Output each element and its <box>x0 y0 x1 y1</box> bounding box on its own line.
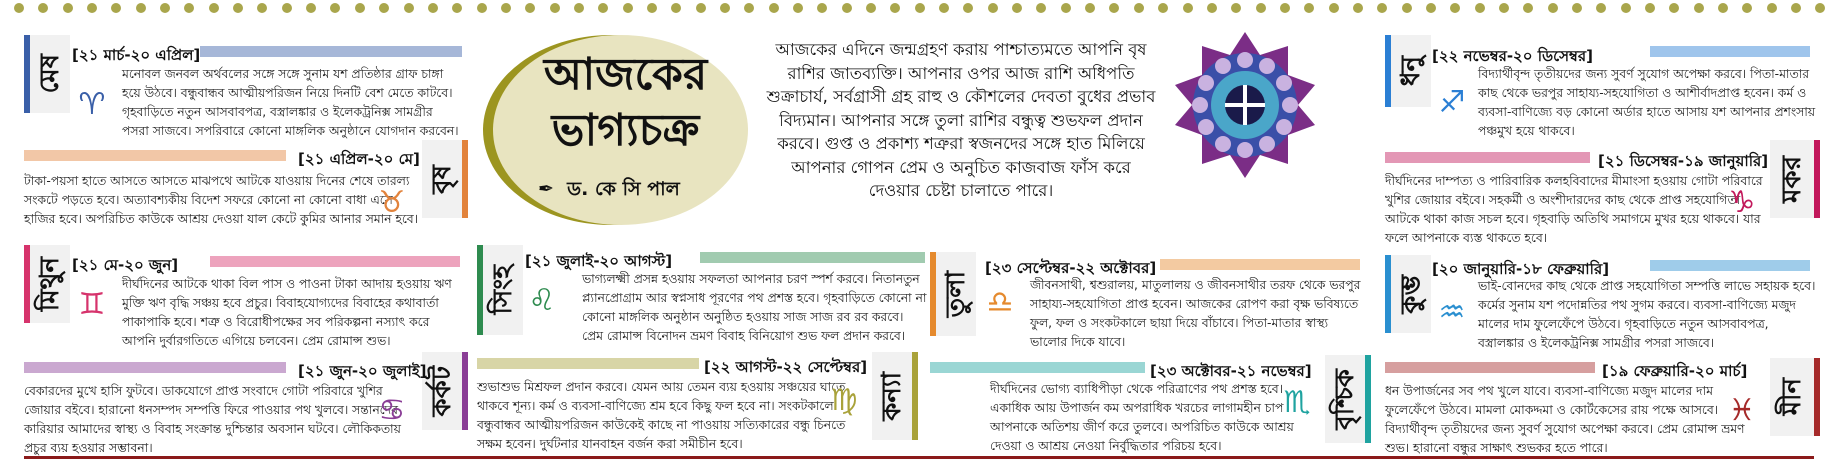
border-dot <box>769 3 779 13</box>
zodiac-dhanu-icon: ♐ <box>1438 84 1466 120</box>
sign-date-range: [২১ এপ্রিল-২০ মে] <box>298 150 420 168</box>
sign-forecast-text: ধন উপার্জনের সব পথ খুলে যাবে। ব্যবসা-বাণিজ্যে মজুদ মালের দাম ফুলেফেঁপে উঠবে। মামলা মোকদ্দমা ও কোর্টকেসের রায় পক্ষে আসবে। বিদ্যার্থীবৃন্দ তৃতীয়দের জন্য সুবর্ণ সুযোগ অপেক্ষা করবে। প্রেম রোমান্স ভ্রমণ শুভ। হারানো বন্ধুর সাক্ষাৎ শুভকর হতে পারে। <box>1385 384 1745 455</box>
border-dot <box>1475 3 1485 13</box>
border-dot <box>404 3 414 13</box>
sign-name: তুলা <box>941 270 971 318</box>
border-dot <box>1450 3 1460 13</box>
top-dotted-border <box>14 3 1826 15</box>
sign-forecast-text: দীর্ঘদিনের ভোগ্য ব্যাধিপীড়া থেকে পরিত্রাণের পথ প্রশস্ত হবে। একাধিক আয় উপার্জন কম অপরাধিক খরচের লাগামহীন চাপ আপনাকে অতিশয় জীর্ণ করে তুলবে। অপরিচিত কাউকে আশ্রয় দেওয়া ও আশ্রয় নেওয়া নির্বুদ্ধিতার পরিচয় হবে। <box>990 382 1294 453</box>
border-dot <box>1280 3 1290 13</box>
sign-name-tab <box>872 352 918 440</box>
sign-name: মকর <box>1777 155 1807 203</box>
border-dot <box>282 3 292 13</box>
header-color-bar <box>1160 259 1360 270</box>
border-dot <box>550 3 560 13</box>
border-dot <box>720 3 730 13</box>
border-dot <box>1742 3 1752 13</box>
header-color-bar <box>930 362 1145 373</box>
border-dot <box>1815 3 1825 13</box>
border-dot <box>63 3 73 13</box>
border-dot <box>1621 3 1631 13</box>
header-color-bar <box>24 362 286 373</box>
border-dot <box>817 3 827 13</box>
sign-forecast-text: টাকা-পয়সা হাতে আসতে আসতে মাঝপথে আটকে যাওয়ায় দিনের শেষে তারল্য সংকটে পড়তে হবে। অত্যাবশ্যকীয় বিদেশ সফরে কোনো না কোনো বাধা এসে হাজির হবে। অপরিচিত কাউকে আশ্রয় দেওয়া যাল কেটে কুমির আনার সমান হবে। <box>24 174 419 226</box>
border-dot <box>1767 3 1777 13</box>
border-dot <box>1183 3 1193 13</box>
zodiac-singha-icon: ♌ <box>528 282 556 318</box>
title-block <box>493 35 748 225</box>
sign-forecast-text: ভাগ্যলক্ষ্মী প্রসন্ন হওয়ায় সফলতা আপনার চরণ স্পর্শ করবে। নিতানতুন প্ল্যানপ্রোগ্রাম আর স্বপ্নসাধ পূরণের পথ প্রশস্ত হবে। গৃহবাড়িতে কোনো না কোনো মাঙ্গলিক অনুষ্ঠান অনুষ্ঠিত হওয়ায় সাজ সাজ রব রব করবে। প্রেম রোমান্স বিনোদন ভ্রমণ বিবাহ বিনিয়োগ শুভ ফল প্রদান করবে। <box>582 272 927 343</box>
title-line-1: আজকের <box>543 49 708 100</box>
sign-name-tab <box>1325 355 1371 443</box>
sign-date-range: [২২ নভেম্বর-২০ ডিসেম্বর] <box>1432 47 1593 65</box>
header-color-bar <box>1650 46 1810 57</box>
sign-date-range: [২১ জুলাই-২০ আগস্ট] <box>525 252 673 270</box>
border-dot <box>257 3 267 13</box>
sign-name-tab <box>930 252 976 336</box>
sign-name-tab <box>422 352 468 430</box>
border-dot <box>988 3 998 13</box>
border-dot <box>1572 3 1582 13</box>
border-dot <box>501 3 511 13</box>
border-dot <box>1329 3 1339 13</box>
sign-name-tab <box>1385 35 1431 107</box>
border-dot <box>1645 3 1655 13</box>
border-dot <box>1304 3 1314 13</box>
sign-name: ধনু <box>1396 55 1426 87</box>
border-dot <box>1718 3 1728 13</box>
sign-name: মিথুন <box>35 256 65 312</box>
border-dot <box>1694 3 1704 13</box>
sign-name: মেষ <box>35 54 65 94</box>
zodiac-mithun-icon: ♊ <box>78 286 106 322</box>
intro-paragraph: আজকের এদিনে জন্মগ্রহণ করায় পাশ্চাত্যমতে আপনি বৃষ রাশির জাতব্যক্তি। আপনার ওপর আজ রাশি অধিপতি শুক্রাচার্য, সর্বগ্রাসী গ্রহ রাহু ও কৌশলের দেবতা বুধের প্রভাব বিদ্যমান। আপনার সঙ্গে তুলা রাশির বন্ধুত্ব শুভফল প্রদান করবে। গুপ্ত ও প্রকাশ্য শত্রুরা স্বজনদের সঙ্গে হাত মিলিয়ে আপনার গোপন প্রেম ও অনুচিত কাজবাজ ফাঁস করে দেওয়ার চেষ্টা চালাতে পারে। <box>766 40 1156 200</box>
border-dot <box>525 3 535 13</box>
border-dot <box>1791 3 1801 13</box>
page-title <box>513 47 738 159</box>
sign-name: কর্কট <box>427 365 457 417</box>
sign-forecast-text: মনোবল জনবল অর্থবলের সঙ্গে সঙ্গে সুনাম যশ প্রতিষ্ঠার গ্রাফ চাঙ্গা হয়ে উঠবে। বন্ধুবান্ধব আত্মীয়পরিজন নিয়ে দিনটি বেশ মেতে কাটবে। গৃহবাড়িতে নতুন আসবাবপত্র, বস্ত্রালঙ্কার ও ইলেকট্রনিক্স সামগ্রীর পসরা সাজবে। সপরিবারে কোনো মাঙ্গলিক অনুষ্ঠানে যোগদান করবেন। <box>122 67 459 138</box>
border-dot <box>306 3 316 13</box>
border-dot <box>38 3 48 13</box>
zodiac-mesh-icon: ♈ <box>78 86 106 122</box>
border-dot <box>939 3 949 13</box>
zodiac-meen-icon: ♓ <box>1728 392 1756 428</box>
header-color-bar <box>700 252 925 263</box>
sign-date-range: [২১ ডিসেম্বর-১৯ জানুয়ারি] <box>1598 152 1769 170</box>
border-dot <box>793 3 803 13</box>
border-dot <box>330 3 340 13</box>
header-color-bar <box>210 256 460 267</box>
bottom-rule <box>24 456 1814 459</box>
border-dot <box>1134 3 1144 13</box>
border-dot <box>111 3 121 13</box>
border-dot <box>1499 3 1509 13</box>
border-dot <box>623 3 633 13</box>
zodiac-karkat-icon: ♋ <box>378 392 406 428</box>
header-color-bar <box>1650 260 1810 271</box>
border-dot <box>1353 3 1363 13</box>
sign-name-tab <box>1770 358 1820 436</box>
zodiac-tula-icon: ♎ <box>986 284 1014 320</box>
sign-date-range: [২১ মার্চ-২০ এপ্রিল] <box>72 46 201 64</box>
border-dot <box>1207 3 1217 13</box>
sign-forecast-text: ভাই-বোনদের কাছ থেকে প্রাপ্ত সহযোগিতা সম্পত্তি লাভে সহায়ক হবে। কর্মের সুনাম যশ পদোন্নতির পথ সুগম করবে। ব্যবসা-বাণিজ্যে মজুদ মালের দাম ফুলেফেঁপে উঠবে। গৃহবাড়িতে নতুন আসবাবপত্র, বস্ত্রালঙ্কার ও ইলেকট্রনিক্স সামগ্রীর পসরা সাজবে। <box>1478 279 1816 350</box>
sign-forecast-text: দীর্ঘদিনের আটকে থাকা বিল পাস ও পাওনা টাকা আদায় হওয়ায় ঋণ মুক্তি ঋণ বৃদ্ধি সঞ্চয় হবে প্রচুর। বিবাহযোগ্যদের বিবাহের কথাবার্তা পাকাপাকি হবে। শত্রু ও বিরোধীপক্ষের সব পরিকল্পনা নস্যাৎ করে আপনি দুর্বারগতিতে এগিয়ে চলবেন। প্রেম রোমান্স শুভ। <box>122 277 452 348</box>
border-dot <box>14 3 24 13</box>
border-dot <box>1231 3 1241 13</box>
header-color-bar <box>200 46 462 57</box>
author-byline <box>538 175 680 207</box>
zodiac-kanya-icon: ♍ <box>830 382 858 418</box>
border-dot <box>866 3 876 13</box>
border-dot <box>598 3 608 13</box>
sign-name: সিংহ <box>488 265 518 315</box>
sign-name-tab <box>422 140 468 218</box>
border-dot <box>184 3 194 13</box>
sign-date-range: [২৩ অক্টোবর-২১ নভেম্বর] <box>1150 362 1312 380</box>
zodiac-wheel-icon <box>1170 30 1320 180</box>
border-dot <box>1548 3 1558 13</box>
sign-date-range: [২১ মে-২০ জুন] <box>72 256 179 274</box>
sign-forecast-text: দীর্ঘদিনের দাম্পত্য ও পারিবারিক কলহবিবাদের মীমাংসা হওয়ায় গোটা পরিবারে খুশির জোয়ার বইবে। সহকর্মী ও অংশীদারদের কাছ থেকে প্রাপ্ত সহযোগিতা আটকে থাকা কাজ সচল হবে। গৃহবাড়ি অতিথি সমাগমে মুখর হয়ে থাকবে। যার ফলে আপনাকে ব্যস্ত থাকতে হবে। <box>1385 174 1763 245</box>
sign-forecast-text: জীবনসাথী, শ্বশুরালয়, মাতুলালয় ও জীবনসাথীর তরফ থেকে ভরপুর সাহায্য-সহযোগিতা প্রাপ্ত হবেন। আজকের রোপণ করা বৃক্ষ ভবিষ্যতে ফুল, ফল ও সংকটকালে ছায়া দিয়ে বাঁচাবে। পিতা-মাতার স্বাস্থ্য ভালোর দিকে যাবে। <box>1030 278 1361 349</box>
border-dot <box>915 3 925 13</box>
sign-name-tab <box>1770 140 1820 218</box>
border-dot <box>136 3 146 13</box>
title-line-2: ভাগ্যচক্র <box>551 105 700 156</box>
sign-date-range: [২১ জুন-২০ জুলাই] <box>298 362 427 380</box>
sign-name: বৃশ্চিক <box>1330 368 1360 430</box>
sign-name-tab <box>1385 255 1431 333</box>
sign-date-range: [২৩ সেপ্টেম্বর-২২ অক্টোবর] <box>985 259 1157 277</box>
border-dot <box>963 3 973 13</box>
border-dot <box>1256 3 1266 13</box>
border-dot <box>1109 3 1119 13</box>
header-color-bar <box>1385 152 1590 163</box>
border-dot <box>1596 3 1606 13</box>
border-dot <box>209 3 219 13</box>
sign-forecast-text: বিদ্যার্থীবৃন্দ তৃতীয়দের জন্য সুবর্ণ সুযোগ অপেক্ষা করবে। পিতা-মাতার কাছ থেকে ভরপুর সাহায্য-সহযোগিতা ও আশীর্বাদপ্রাপ্ত হবেন। কর্ম ও ব্যবসা-বাণিজ্যে বড় কোনো অর্ডার হাতে আসায় যশ আপনার প্রশংসায় পঞ্চমুখ হয়ে থাকবে। <box>1478 67 1816 138</box>
sign-name: কন্যা <box>877 371 907 421</box>
border-dot <box>1669 3 1679 13</box>
border-dot <box>842 3 852 13</box>
sign-date-range: [১৯ ফেব্রুয়ারি-২০ মার্চ] <box>1602 362 1748 380</box>
border-dot <box>87 3 97 13</box>
border-dot <box>477 3 487 13</box>
border-dot <box>1061 3 1071 13</box>
header-color-bar <box>1385 362 1595 373</box>
border-dot <box>1426 3 1436 13</box>
sign-date-range: [২২ আগস্ট-২২ সেপ্টেম্বর] <box>704 358 868 376</box>
author-name: ড. কে সি পাল <box>567 178 680 200</box>
zodiac-brisha-icon: ♉ <box>378 184 406 220</box>
border-dot <box>160 3 170 13</box>
border-dot <box>1012 3 1022 13</box>
sign-forecast-text: শুভাশুভ মিশ্রফল প্রদান করবে। যেমন আয় তেমন ব্যয় হওয়ায় সঞ্চয়ের ঘাতে থাকবে শূন্য। কর্ম ও ব্যবসা-বাণিজ্যে শ্রম হবে কিছু ফল হবে না। সংকটকালে বন্ধুবান্ধব আত্মীয়পরিজন কাউকেই কাছে না পাওয়ায় সত্যিকারের বন্ধু চিনতে সক্ষম হবেন। দুর্ঘটনার যানবাহন বর্জন করা সমীচীন হবে। <box>477 380 846 451</box>
zodiac-brishchik-icon: ♏ <box>1283 384 1311 420</box>
border-dot <box>1158 3 1168 13</box>
border-dot <box>890 3 900 13</box>
sign-name-tab <box>24 35 70 113</box>
border-dot <box>1523 3 1533 13</box>
border-dot <box>574 3 584 13</box>
border-dot <box>1085 3 1095 13</box>
border-dot <box>428 3 438 13</box>
border-dot <box>452 3 462 13</box>
sign-name: বৃষ <box>427 164 457 194</box>
border-dot <box>1036 3 1046 13</box>
border-dot <box>355 3 365 13</box>
sign-name-tab <box>24 245 70 323</box>
border-dot <box>233 3 243 13</box>
zodiac-kumbha-icon: ♒ <box>1438 294 1466 330</box>
border-dot <box>1377 3 1387 13</box>
border-dot <box>671 3 681 13</box>
border-dot <box>744 3 754 13</box>
border-dot <box>1402 3 1412 13</box>
border-dot <box>379 3 389 13</box>
zodiac-makar-icon: ♑ <box>1728 184 1756 220</box>
sign-date-range: [২০ জানুয়ারি-১৮ ফেব্রুয়ারি] <box>1432 260 1610 278</box>
pen-icon: ✒ <box>538 178 554 200</box>
sign-name: কুম্ভ <box>1396 274 1426 314</box>
header-color-bar <box>477 358 699 369</box>
header-color-bar <box>24 150 286 161</box>
sign-name-tab <box>477 245 523 335</box>
sign-name: মীন <box>1777 378 1807 416</box>
border-dot <box>696 3 706 13</box>
border-dot <box>647 3 657 13</box>
sign-forecast-text: বেকারদের মুখে হাসি ফুটবে। ডাকযোগে প্রাপ্ত সংবাদে গোটা পরিবারে খুশির জোয়ার বইবে। হারানো ধনসম্পদ সম্পত্তি ফিরে পাওয়ার পথ খুলবে। সন্তানদের কারিয়ার আমাদের স্বাস্থ্য ও বিবাহ সংক্রান্ত দুশ্চিন্তার অবসান ঘটবে। লৌকিকতায় প্রচুর ব্যয় হওয়ার সম্ভাবনা। <box>24 384 401 455</box>
